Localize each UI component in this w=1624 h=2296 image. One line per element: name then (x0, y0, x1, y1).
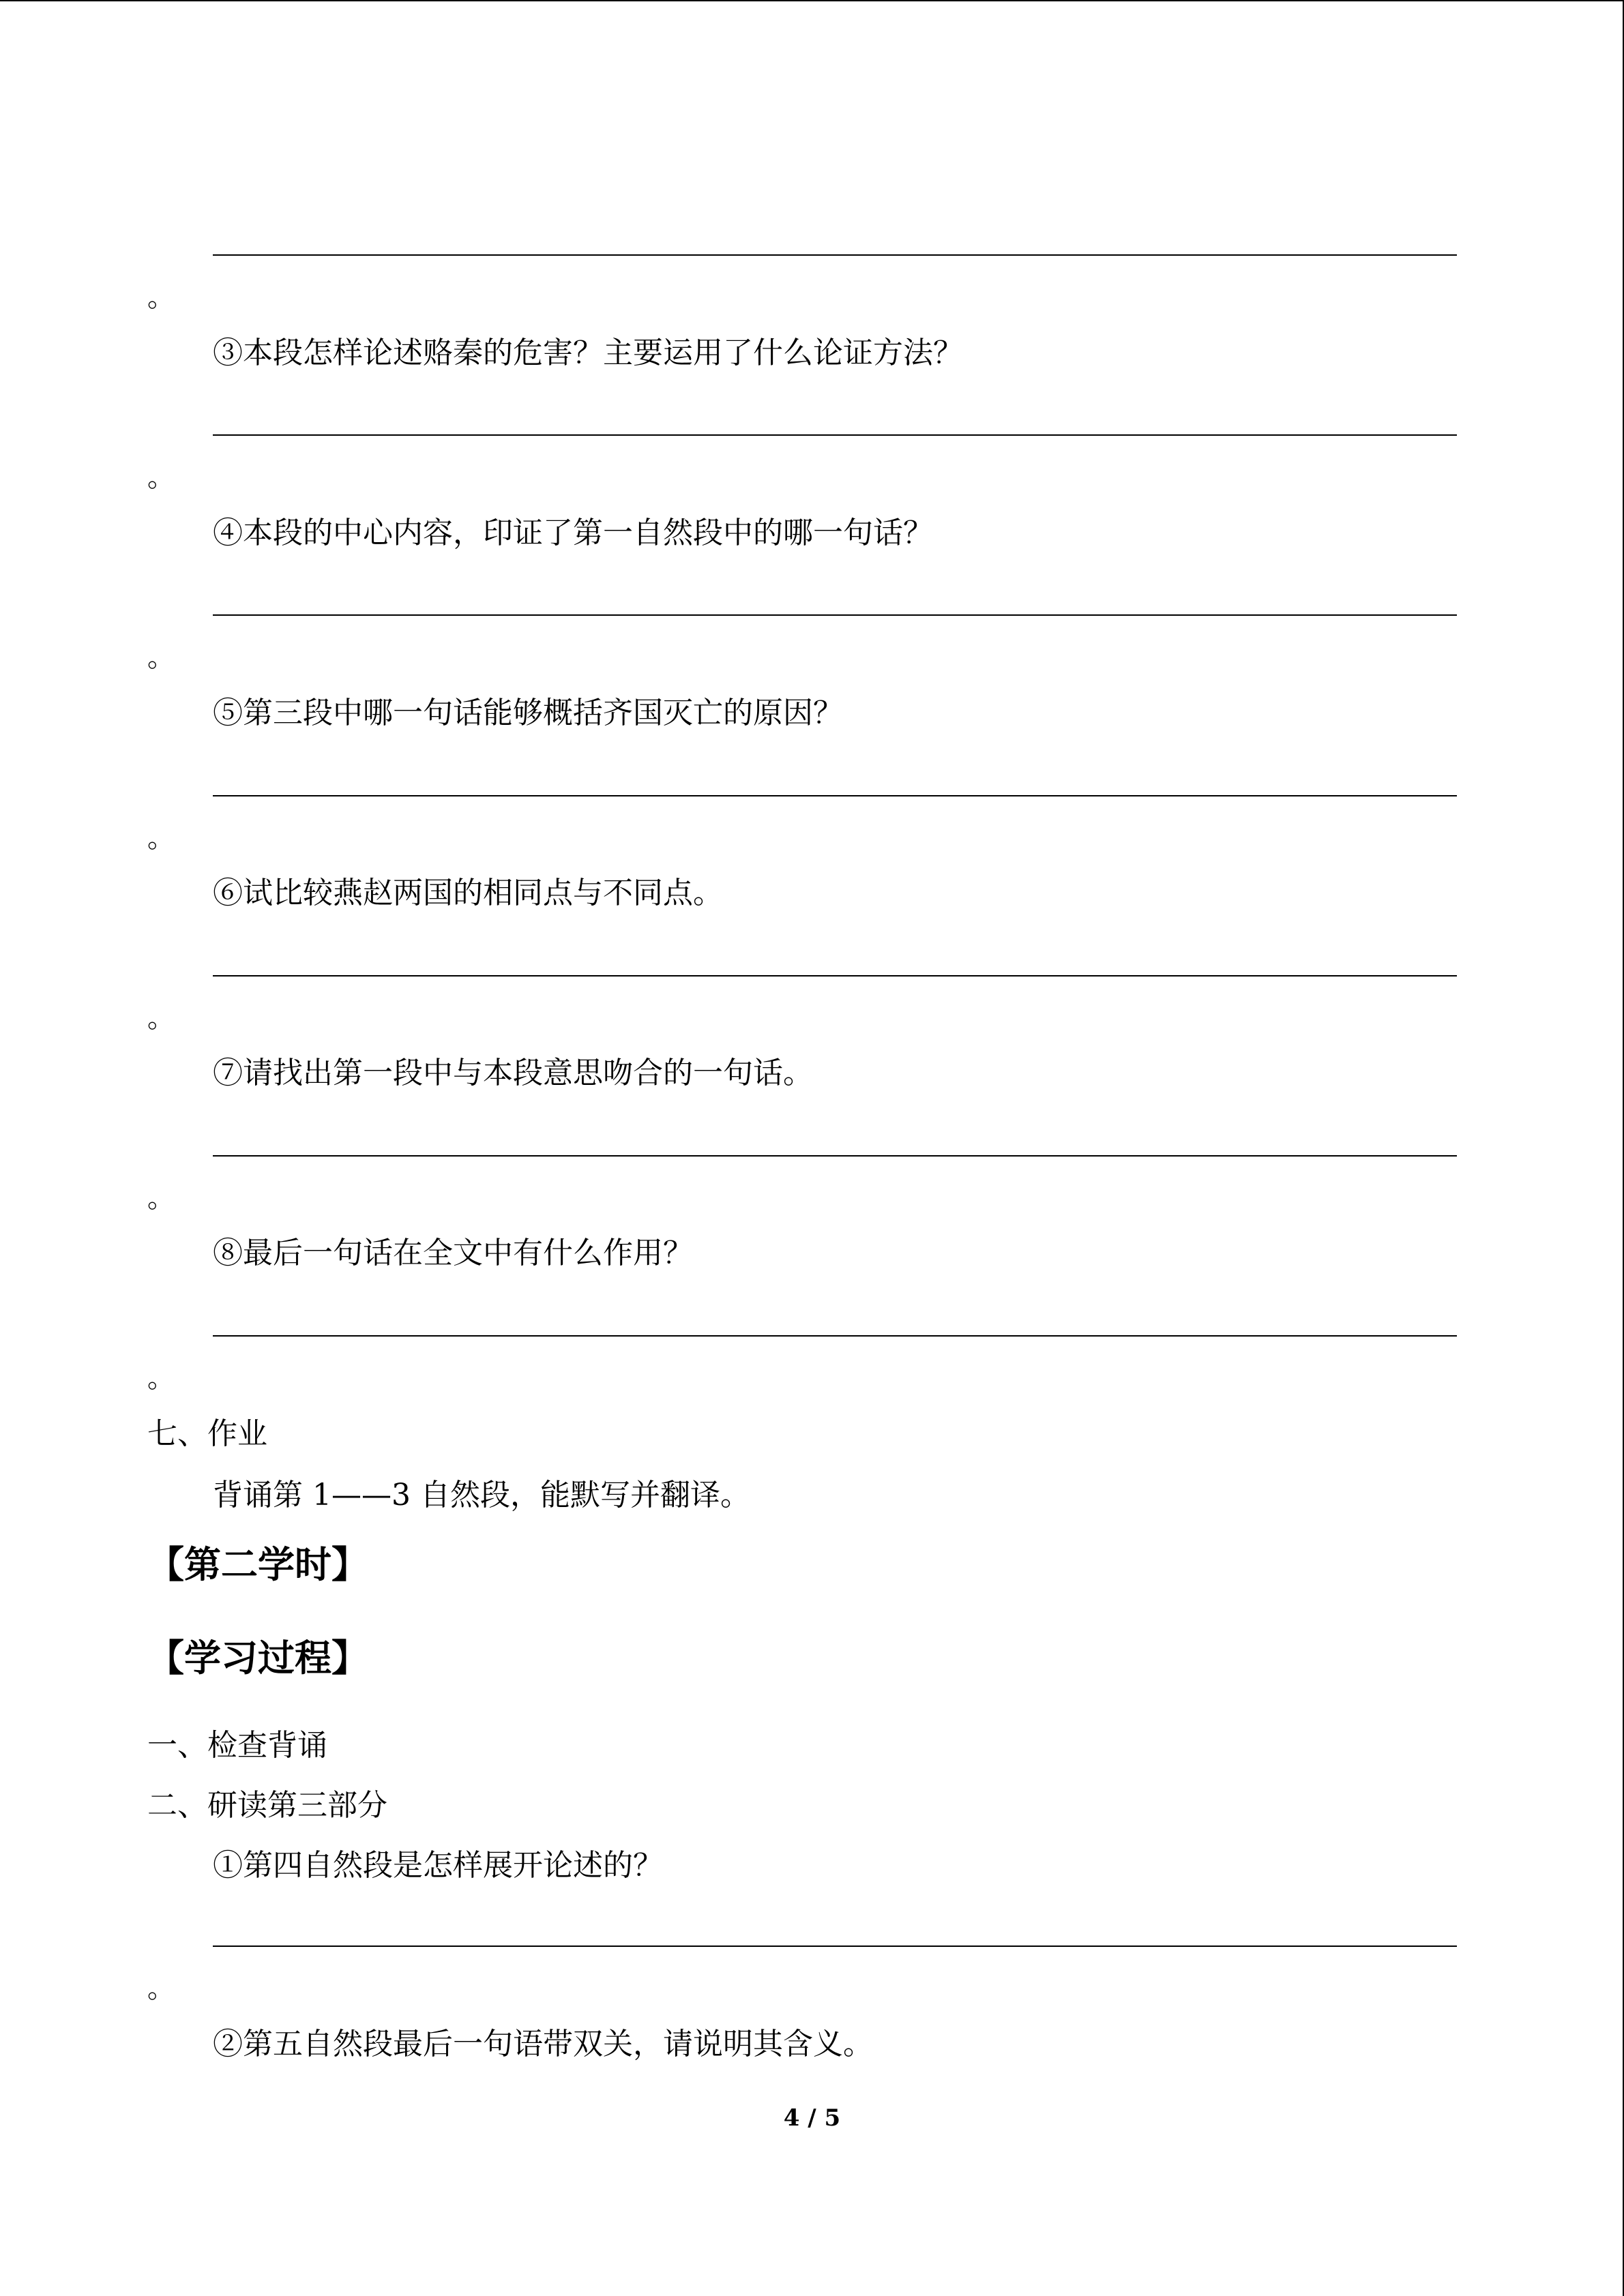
period-mark: 。 (147, 1362, 175, 1394)
question-3: ③本段怎样论述赂秦的危害？主要运用了什么论证方法？ (213, 336, 963, 370)
question-1: ①第四自然段是怎样展开论述的？ (213, 1848, 663, 1883)
period-mark: 。 (147, 1973, 175, 2004)
period-mark: 。 (147, 1182, 175, 1214)
answer-line (213, 254, 1457, 256)
homework-title: 七、作业 (147, 1416, 267, 1451)
question-2: ②第五自然段最后一句语带双关，请说明其含义。 (213, 2027, 873, 2061)
period-mark: 。 (147, 462, 175, 493)
section-study-part-three: 二、研读第三部分 (147, 1788, 387, 1823)
answer-line (213, 1155, 1457, 1157)
question-7: ⑦请找出第一段中与本段意思吻合的一句话。 (213, 1056, 813, 1090)
question-8: ⑧最后一句话在全文中有什么作用？ (213, 1236, 693, 1270)
page-number: 4 / 5 (783, 2104, 841, 2132)
question-4: ④本段的中心内容，印证了第一自然段中的哪一句话？ (213, 516, 933, 550)
answer-line (213, 434, 1457, 436)
answer-line (213, 614, 1457, 616)
answer-line (213, 1335, 1457, 1337)
answer-line (213, 975, 1457, 976)
period-mark: 。 (147, 822, 175, 854)
learning-process-heading: 【学习过程】 (147, 1637, 368, 1680)
answer-line (213, 795, 1457, 796)
period-mark: 。 (147, 642, 175, 673)
question-5: ⑤第三段中哪一句话能够概括齐国灭亡的原因？ (213, 696, 843, 730)
second-lesson-heading: 【第二学时】 (147, 1543, 368, 1586)
answer-line (213, 1945, 1457, 1947)
period-mark: 。 (147, 1002, 175, 1034)
question-6: ⑥试比较燕赵两国的相同点与不同点。 (213, 876, 723, 910)
homework-content: 背诵第 1——3 自然段，能默写并翻译。 (213, 1478, 750, 1512)
period-mark: 。 (147, 282, 175, 313)
section-check-recitation: 一、检查背诵 (147, 1728, 327, 1763)
